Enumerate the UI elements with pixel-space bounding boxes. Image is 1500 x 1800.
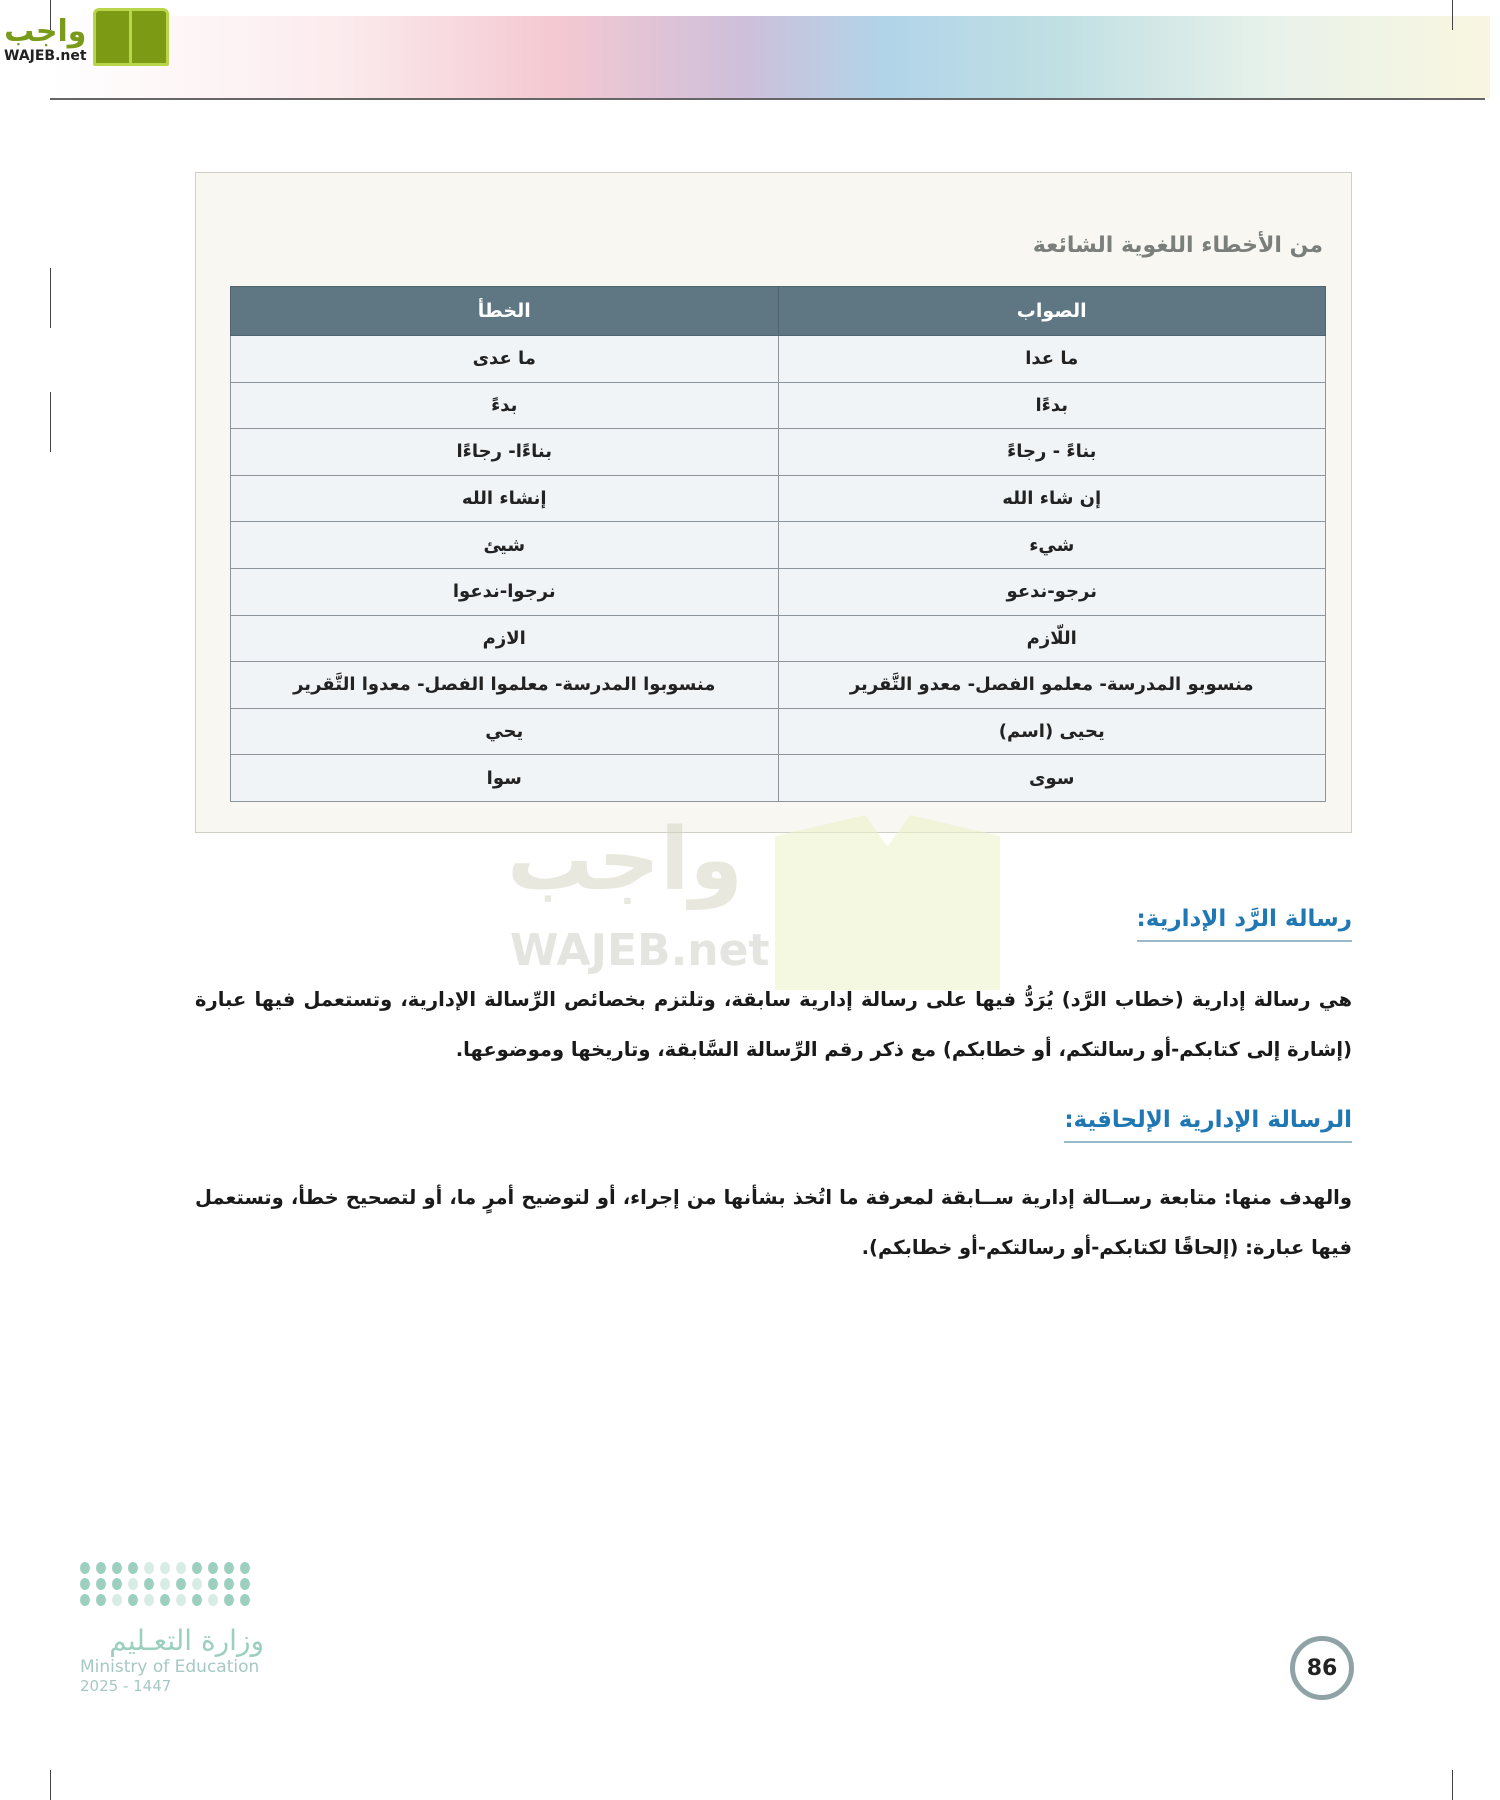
emblem-dot bbox=[160, 1562, 170, 1574]
emblem-dot bbox=[144, 1562, 154, 1574]
emblem-dot bbox=[224, 1578, 234, 1590]
cell-wrong: إنشاء الله bbox=[231, 475, 779, 522]
column-header-correct: الصواب bbox=[778, 287, 1326, 336]
emblem-dot bbox=[128, 1578, 138, 1590]
crop-mark bbox=[1452, 1770, 1453, 1800]
table-row bbox=[231, 522, 1326, 569]
watermark bbox=[505, 810, 1000, 990]
emblem-dot bbox=[240, 1594, 250, 1606]
table-row bbox=[231, 382, 1326, 429]
emblem-dot bbox=[240, 1578, 250, 1590]
emblem-dot bbox=[192, 1594, 202, 1606]
emblem-dot bbox=[208, 1562, 218, 1574]
emblem-dot bbox=[112, 1594, 122, 1606]
cell-wrong: سوا bbox=[231, 755, 779, 802]
box-title: من الأخطاء اللغوية الشائعة bbox=[1032, 233, 1323, 258]
emblem-dot bbox=[80, 1594, 90, 1606]
emblem-dot bbox=[96, 1562, 106, 1574]
cell-correct: يحيى (اسم) bbox=[778, 708, 1326, 755]
column-header-wrong: الخطأ bbox=[231, 287, 779, 336]
emblem-dot bbox=[160, 1594, 170, 1606]
section-text-followup-letter: والهدف منها: متابعة رســالة إدارية ســابقة لمعرفة ما اتُخذ بشأنها من إجراء، أو لتوضيح أمرٍ ما، أو لتصحيح خطأ، وتستعمل فيها عبارة: (إلحاقًا لكتابكم-أو رسالتكم-أو خطابكم). bbox=[195, 1186, 1352, 1259]
table-row bbox=[231, 429, 1326, 476]
cell-correct: اللّازم bbox=[778, 615, 1326, 662]
cell-wrong: يحي bbox=[231, 708, 779, 755]
logo-arabic-text: واجب bbox=[4, 14, 87, 49]
ministry-logo bbox=[80, 1562, 270, 1695]
emblem-dot bbox=[128, 1562, 138, 1574]
decorative-banner bbox=[50, 16, 1490, 98]
cell-wrong: بدءً bbox=[231, 382, 779, 429]
common-errors-box bbox=[195, 172, 1352, 833]
cell-correct: إن شاء الله bbox=[778, 475, 1326, 522]
errors-table bbox=[230, 286, 1326, 802]
ministry-name-english: Ministry of Education bbox=[80, 1657, 260, 1677]
watermark-english: WAJEB.net bbox=[510, 925, 770, 976]
watermark-book-icon bbox=[775, 815, 1000, 990]
cell-wrong: ما عدى bbox=[231, 336, 779, 383]
emblem-dot bbox=[192, 1578, 202, 1590]
logo-english-text: WAJEB.net bbox=[4, 48, 87, 64]
table-row bbox=[231, 755, 1326, 802]
book-icon bbox=[93, 4, 169, 64]
emblem-dot bbox=[224, 1594, 234, 1606]
emblem-dot bbox=[80, 1578, 90, 1590]
cell-wrong: الازم bbox=[231, 615, 779, 662]
table-row bbox=[231, 615, 1326, 662]
page-number: 86 bbox=[1290, 1636, 1354, 1700]
cell-correct: ما عدا bbox=[778, 336, 1326, 383]
table-row bbox=[231, 475, 1326, 522]
table-row bbox=[231, 708, 1326, 755]
emblem-dot bbox=[128, 1594, 138, 1606]
emblem-dot bbox=[208, 1594, 218, 1606]
emblem-dot bbox=[240, 1562, 250, 1574]
emblem-dot bbox=[224, 1562, 234, 1574]
margin-mark bbox=[50, 392, 51, 452]
cell-wrong: بناءًا- رجاءًا bbox=[231, 429, 779, 476]
emblem-dot bbox=[96, 1578, 106, 1590]
cell-wrong: نرجوا-ندعوا bbox=[231, 568, 779, 615]
emblem-dot bbox=[176, 1562, 186, 1574]
crop-mark bbox=[50, 1770, 51, 1800]
header-divider bbox=[50, 98, 1485, 100]
cell-correct: نرجو-ندعو bbox=[778, 568, 1326, 615]
table-row bbox=[231, 662, 1326, 709]
emblem-dot bbox=[176, 1578, 186, 1590]
cell-correct: بناءً - رجاءً bbox=[778, 429, 1326, 476]
cell-wrong: شيئ bbox=[231, 522, 779, 569]
crop-mark bbox=[1452, 0, 1453, 30]
table-row bbox=[231, 568, 1326, 615]
ministry-name-arabic: وزارة التعـليم bbox=[109, 1624, 264, 1657]
watermark-arabic: واجب bbox=[507, 810, 743, 910]
section-heading-followup-letter: الرسالة الإدارية الإلحاقية: bbox=[1064, 1107, 1352, 1143]
cell-correct: بدءًا bbox=[778, 382, 1326, 429]
emblem-dot bbox=[176, 1594, 186, 1606]
emblem-dot bbox=[192, 1562, 202, 1574]
emblem-dot bbox=[112, 1578, 122, 1590]
wajeb-logo[interactable] bbox=[4, 4, 169, 64]
emblem-dot bbox=[144, 1578, 154, 1590]
margin-mark bbox=[50, 268, 51, 328]
emblem-dot bbox=[160, 1578, 170, 1590]
ministry-year: 2025 - 1447 bbox=[80, 1677, 172, 1695]
cell-correct: سوى bbox=[778, 755, 1326, 802]
emblem-dot bbox=[80, 1562, 90, 1574]
ministry-dots-emblem bbox=[80, 1562, 270, 1606]
section-text-reply-letter: هي رسالة إدارية (خطاب الرَّد) يُرَدُّ فيها على رسالة إدارية سابقة، وتلتزم بخصائص الرِّسالة الإدارية، وتستعمل فيها عبارة (إشارة إلى كتابكم-أو رسالتكم، أو خطابكم) مع ذكر رقم الرِّسالة السَّابقة، وتاريخها وموضوعها. bbox=[195, 988, 1352, 1061]
emblem-dot bbox=[144, 1594, 154, 1606]
table-row bbox=[231, 336, 1326, 383]
emblem-dot bbox=[96, 1594, 106, 1606]
emblem-dot bbox=[112, 1562, 122, 1574]
cell-wrong: منسوبوا المدرسة- معلموا الفصل- معدوا التَّقرير bbox=[231, 662, 779, 709]
cell-correct: منسوبو المدرسة- معلمو الفصل- معدو التَّقرير bbox=[778, 662, 1326, 709]
emblem-dot bbox=[208, 1578, 218, 1590]
cell-correct: شيء bbox=[778, 522, 1326, 569]
section-heading-reply-letter: رسالة الرَّد الإدارية: bbox=[1137, 906, 1352, 942]
